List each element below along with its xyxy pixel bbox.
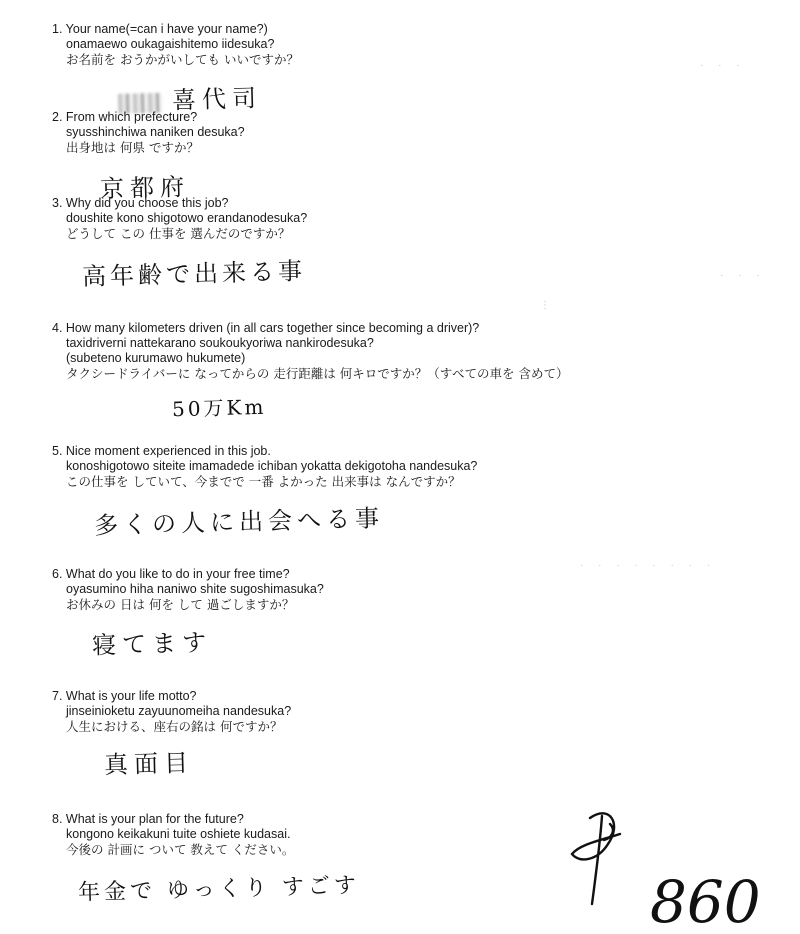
question-1-romaji: onamaewo oukagaishitemo iidesuka?	[66, 37, 275, 51]
answer-8: 年金で ゆっくり すごす	[77, 873, 361, 906]
question-4-japanese: タクシードライバーに なってからの 走行距離は 何キロですか？（すべての車を 含めて）	[66, 366, 569, 381]
question-2	[52, 110, 772, 155]
question-7-japanese: 人生における、座右の銘は 何ですか？	[66, 719, 283, 734]
scan-noise: ⋮	[540, 300, 556, 311]
question-6-romaji: oyasumino hiha naniwo shite sugoshimasuka?	[66, 582, 324, 596]
answer-5: 多くの人に出会へる事	[93, 504, 385, 540]
question-1-english: 1. Your name(=can i have your name?)	[52, 22, 268, 36]
question-2-english: 2. From which prefecture?	[52, 110, 198, 124]
question-6-japanese: お休みの 日は 何を して 過ごしますか？	[66, 597, 295, 612]
question-7-english: 7. What is your life motto?	[52, 689, 197, 703]
question-5	[52, 444, 772, 489]
question-5-japanese: この仕事を していて、今までで 一番 よかった 出来事は なんですか？	[66, 474, 461, 489]
scan-noise: · · · · · · · ·	[580, 560, 717, 571]
question-4-romaji-note: (subeteno kurumawo hukumete)	[66, 351, 246, 365]
question-2-japanese: 出身地は 何県 ですか？	[66, 140, 199, 155]
question-1-japanese: お名前を おうかがいしても いいですか？	[66, 52, 299, 67]
question-6	[52, 567, 772, 612]
answer-1-text: 喜代司	[171, 84, 263, 115]
question-4	[52, 321, 772, 381]
answer-6: 寝てます	[91, 628, 213, 660]
question-3-romaji: doushite kono shigotowo erandanodesuka?	[66, 211, 308, 225]
question-3-japanese: どうして この 仕事を 選んだのですか？	[66, 226, 291, 241]
question-8-english: 8. What is your plan for the future?	[52, 812, 244, 826]
corner-number: 860	[650, 868, 761, 934]
question-5-romaji: konoshigotowo siteite imamadede ichiban yokatta dekigotoha nandesuka?	[66, 459, 478, 473]
question-2-romaji: syusshinchiwa naniken desuka?	[66, 125, 245, 139]
scan-noise: · · ·	[720, 270, 766, 281]
question-1	[52, 22, 772, 67]
corner-number-handwriting	[550, 804, 780, 934]
question-7-romaji: jinseinioketu zayuunomeiha nandesuka?	[66, 704, 292, 718]
question-4-romaji: taxidriverni nattekarano soukoukyoriwa nankirodesuka?	[66, 336, 374, 350]
question-3-english: 3. Why did you choose this job?	[52, 196, 229, 210]
question-8-romaji: kongono keikakuni tuite oshiete kudasai.	[66, 827, 291, 841]
question-4-english: 4. How many kilometers driven (in all cars together since becoming a driver)?	[52, 321, 480, 335]
question-7	[52, 689, 772, 734]
answer-3: 高年齢で出来る事	[81, 257, 307, 291]
scan-noise: · · ·	[700, 60, 746, 71]
question-6-english: 6. What do you like to do in your free time?	[52, 567, 290, 581]
answer-2: 京都府	[99, 172, 191, 204]
question-5-english: 5. Nice moment experienced in this job.	[52, 444, 271, 458]
question-8-japanese: 今後の 計画に ついて 教えて ください。	[66, 842, 295, 857]
question-3	[52, 196, 772, 241]
answer-4: 50万Km	[171, 394, 267, 422]
answer-7: 真面目	[103, 748, 195, 780]
